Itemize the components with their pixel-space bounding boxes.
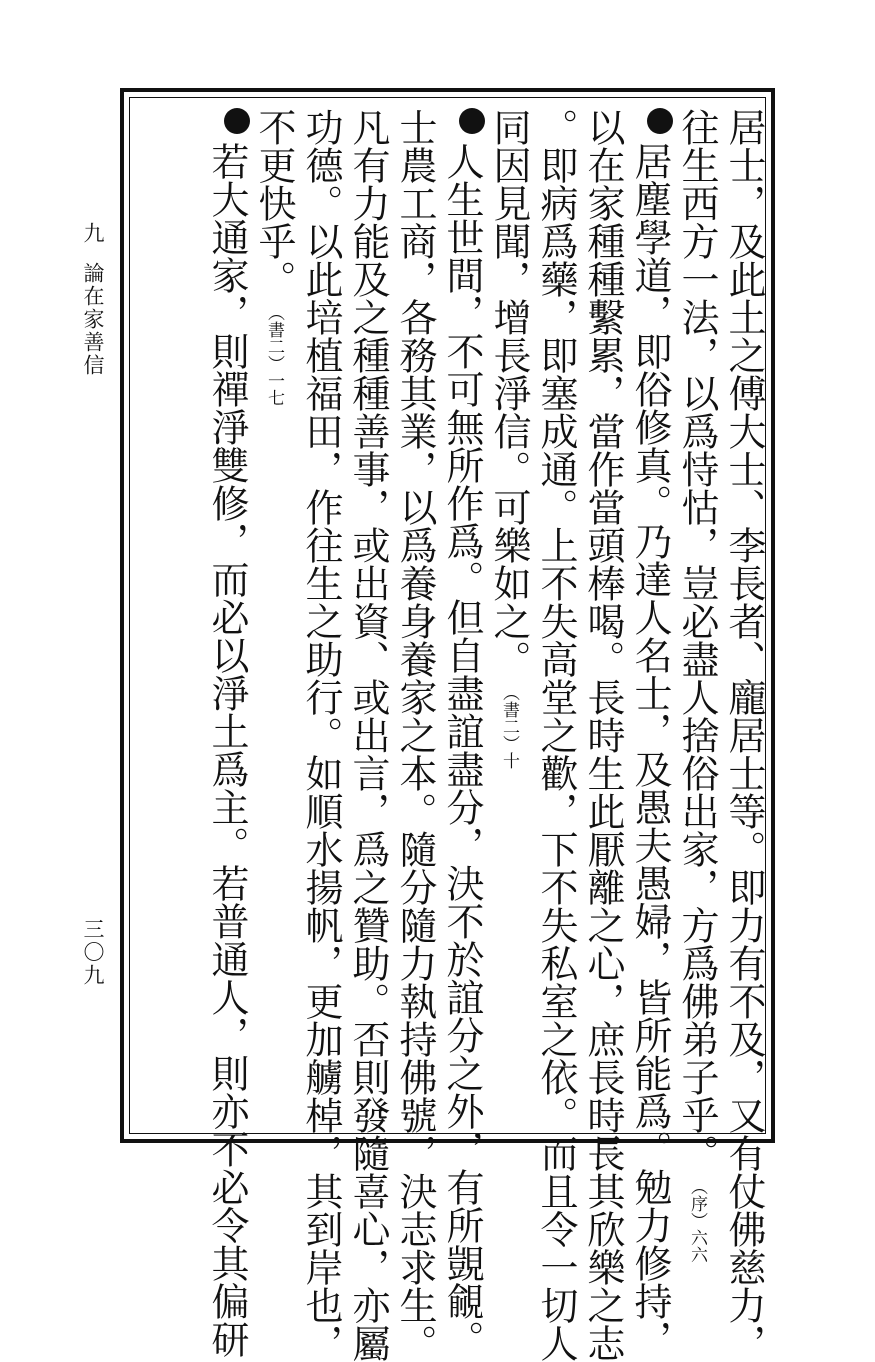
column-text: 以在家種種繫累，當作當頭棒喝。長時生此厭離之心，庶長時長其欣樂之志	[581, 108, 625, 1362]
section-title: 論在家善信	[81, 262, 105, 377]
column-text: 居士，及此土之傅大士、李長者、龐居士等。即力有不及，又有仗佛慈力，	[722, 108, 766, 1362]
column-text: 功德。以此培植福田，作往生之助行。如順水揚帆，更加艣棹，其到岸也，	[299, 108, 343, 1362]
text-column	[674, 108, 720, 1263]
text-column	[533, 108, 579, 1362]
column-text: 士農工商，各務其業，以爲養身養家之本。隨分隨力執持佛號，決志求生。	[393, 108, 437, 1362]
citation-note: （書二）一七	[264, 304, 284, 406]
citation-note: （序）六六	[687, 1178, 707, 1263]
text-column	[204, 108, 250, 1358]
bullet-marker	[459, 108, 485, 134]
text-column	[345, 108, 391, 1362]
bullet-marker	[647, 108, 673, 134]
text-column	[251, 108, 297, 1128]
text-column	[392, 108, 438, 1362]
column-text: 不更快乎。	[252, 108, 296, 298]
column-text: 。即病爲藥，即塞成通。上不失高堂之歡，下不失私室之依。而且令一切人	[534, 108, 578, 1362]
bullet-marker	[224, 108, 250, 134]
text-column	[580, 108, 626, 1362]
column-text: 往生西方一法，以爲恃怙，豈必盡人捨俗出家，方爲佛弟子乎。	[675, 108, 719, 1172]
text-column	[298, 108, 344, 1362]
column-text: 若大通家，則禪淨雙修，而必以淨土爲主。若普通人，則亦不必令其偏研	[205, 142, 249, 1358]
page-number: 三〇九	[81, 918, 105, 987]
column-text: 凡有力能及之種種善事，或出資、或出言，爲之贊助。否則發隨喜心，亦屬	[346, 108, 390, 1362]
text-column	[439, 108, 485, 1358]
citation-note: （書二）十	[499, 684, 519, 769]
text-column	[721, 108, 767, 1362]
text-column	[627, 108, 673, 1358]
column-text: 人生世間，不可無所作爲。但自盡誼盡分，決不於誼分之外，有所覬覦。	[440, 142, 484, 1358]
column-text: 居塵學道，即俗修真。乃達人名士，及愚夫愚婦，皆所能爲。勉力修持，	[628, 142, 672, 1358]
chapter-number: 九	[81, 222, 105, 245]
text-column	[486, 108, 532, 1128]
column-text: 同因見聞，增長淨信。可樂如之。	[487, 108, 531, 678]
